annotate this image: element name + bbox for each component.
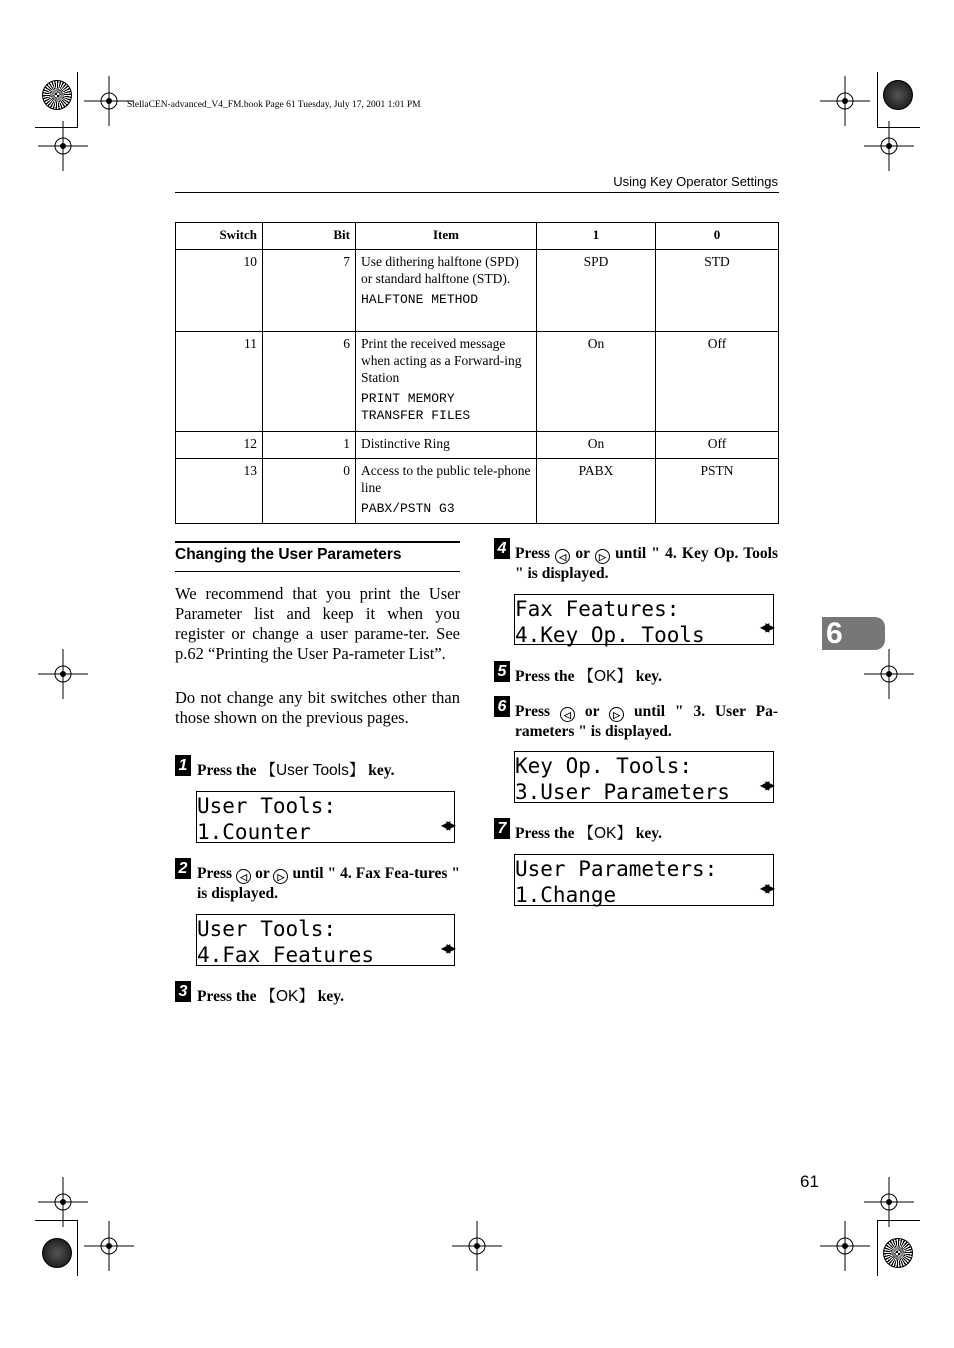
col-header-switch: Switch [176, 223, 263, 250]
registration-wheel-icon [883, 80, 913, 110]
left-arrow-key-icon: ◁ [555, 549, 570, 564]
switch-cell: 13 [176, 459, 263, 524]
crosshair-icon [864, 649, 914, 699]
col-header-bit: Bit [263, 223, 356, 250]
right-arrow-key-icon: ▷ [595, 549, 610, 564]
item-cell [356, 459, 537, 524]
value-0-cell: Off [656, 332, 779, 432]
step-number: 1 [175, 755, 191, 776]
ok-key: 【OK】 [578, 825, 632, 842]
page-number: 61 [800, 1172, 819, 1191]
chapter-tab: 6 [822, 617, 885, 650]
step-number: 3 [175, 981, 191, 1002]
intro-paragraph: We recommend that you print the User Parameter list and keep it when you register or change a user parame-ter. See p.62 “Printing the User Pa-rameter List”. [175, 584, 460, 663]
item-cell [356, 432, 537, 459]
step-2-text: Press ◁ or ▷ until " 4. Fax Fea-tures " is displayed. [197, 865, 460, 902]
value-0-cell: PSTN [656, 459, 779, 524]
lcd-display: Fax Features: 4.Key Op. Tools ◀▶ [514, 594, 774, 645]
lcd-display: Key Op. Tools: 3.User Parameters ◀▶ [514, 751, 774, 803]
scroll-arrows-icon: ◀▶ [440, 938, 452, 957]
scroll-arrows-icon: ◀▶ [440, 815, 452, 834]
bit-cell: 0 [263, 459, 356, 524]
registration-wheel-icon [883, 1238, 913, 1268]
table-row [176, 250, 779, 332]
ok-key: 【OK】 [578, 668, 632, 685]
value-1-cell: PABX [537, 459, 656, 524]
item-text: Use dithering halftone (SPD) or standard halftone (STD). [361, 254, 519, 286]
table-row [176, 432, 779, 459]
table-header-row [176, 223, 779, 250]
item-cell [356, 250, 537, 332]
warning-paragraph: Do not change any bit switches other than those shown on the previous pages. [175, 688, 460, 727]
table-row [176, 459, 779, 524]
lcd-display: User Parameters: 1.Change ◀▶ [514, 854, 774, 906]
scroll-arrows-icon: ◀▶ [759, 878, 771, 897]
step-7-text: Press the 【OK】 key. [515, 825, 662, 842]
right-arrow-key-icon: ▷ [273, 869, 288, 884]
registration-wheel-icon [42, 1238, 72, 1268]
value-0-cell: Off [656, 432, 779, 459]
step-number: 7 [494, 818, 510, 839]
left-arrow-key-icon: ◁ [560, 707, 575, 722]
step-number: 4 [494, 538, 510, 559]
step-number: 6 [494, 696, 510, 717]
running-head: Using Key Operator Settings [613, 174, 778, 189]
item-text: Access to the public tele-phone line [361, 463, 531, 495]
step-number: 2 [175, 858, 191, 879]
table-row [176, 332, 779, 432]
user-tools-key: 【User Tools】 [260, 762, 365, 779]
item-cell [356, 332, 537, 432]
step-1-text: Press the 【User Tools】 key. [197, 762, 395, 779]
bit-cell: 1 [263, 432, 356, 459]
step-6-text: Press ◁ or ▷ until " 3. User Pa-rameters " is displayed. [515, 703, 778, 740]
item-text: Print the received message when acting as a Forward-ing Station [361, 336, 522, 385]
item-code: PRINT MEMORY TRANSFER FILES [361, 391, 471, 423]
step-number: 5 [494, 661, 510, 682]
crosshair-icon [820, 1221, 870, 1271]
switch-cell: 11 [176, 332, 263, 432]
bit-switch-table [175, 222, 779, 524]
col-header-1: 1 [537, 223, 656, 250]
value-1-cell: On [537, 432, 656, 459]
header-rule [175, 192, 779, 193]
col-header-item: Item [356, 223, 537, 250]
crosshair-icon [38, 649, 88, 699]
switch-cell: 10 [176, 250, 263, 332]
crosshair-icon [38, 121, 88, 171]
switch-cell: 12 [176, 432, 263, 459]
step-3-text: Press the 【OK】 key. [197, 988, 344, 1005]
lcd-display: User Tools: 4.Fax Features ◀▶ [196, 914, 455, 966]
section-rule [175, 541, 460, 543]
lcd-display: User Tools: 1.Counter ◀▶ [196, 791, 455, 843]
value-1-cell: On [537, 332, 656, 432]
item-code: PABX/PSTN G3 [361, 501, 455, 516]
registration-wheel-icon [42, 80, 72, 110]
ok-key: 【OK】 [260, 988, 314, 1005]
bit-cell: 7 [263, 250, 356, 332]
section-title: Changing the User Parameters [175, 546, 460, 572]
item-code: HALFTONE METHOD [361, 292, 479, 307]
right-arrow-key-icon: ▷ [609, 707, 624, 722]
step-4-text: Press ◁ or ▷ until " 4. Key Op. Tools " is displayed. [515, 545, 778, 582]
crosshair-icon [452, 1221, 502, 1271]
step-5-text: Press the 【OK】 key. [515, 668, 662, 685]
crosshair-icon [864, 121, 914, 171]
item-text: Distinctive Ring [361, 436, 450, 451]
bit-cell: 6 [263, 332, 356, 432]
value-0-cell: STD [656, 250, 779, 332]
left-arrow-key-icon: ◁ [236, 869, 251, 884]
crosshair-icon [820, 76, 870, 126]
value-1-cell: SPD [537, 250, 656, 332]
scroll-arrows-icon: ◀▶ [759, 617, 771, 636]
crosshair-icon [84, 1221, 134, 1271]
scroll-arrows-icon: ◀▶ [759, 775, 771, 794]
book-line: StellaCEN-advanced_V4_FM.book Page 61 Tuesday, July 17, 2001 1:01 PM [127, 100, 421, 110]
col-header-0: 0 [656, 223, 779, 250]
